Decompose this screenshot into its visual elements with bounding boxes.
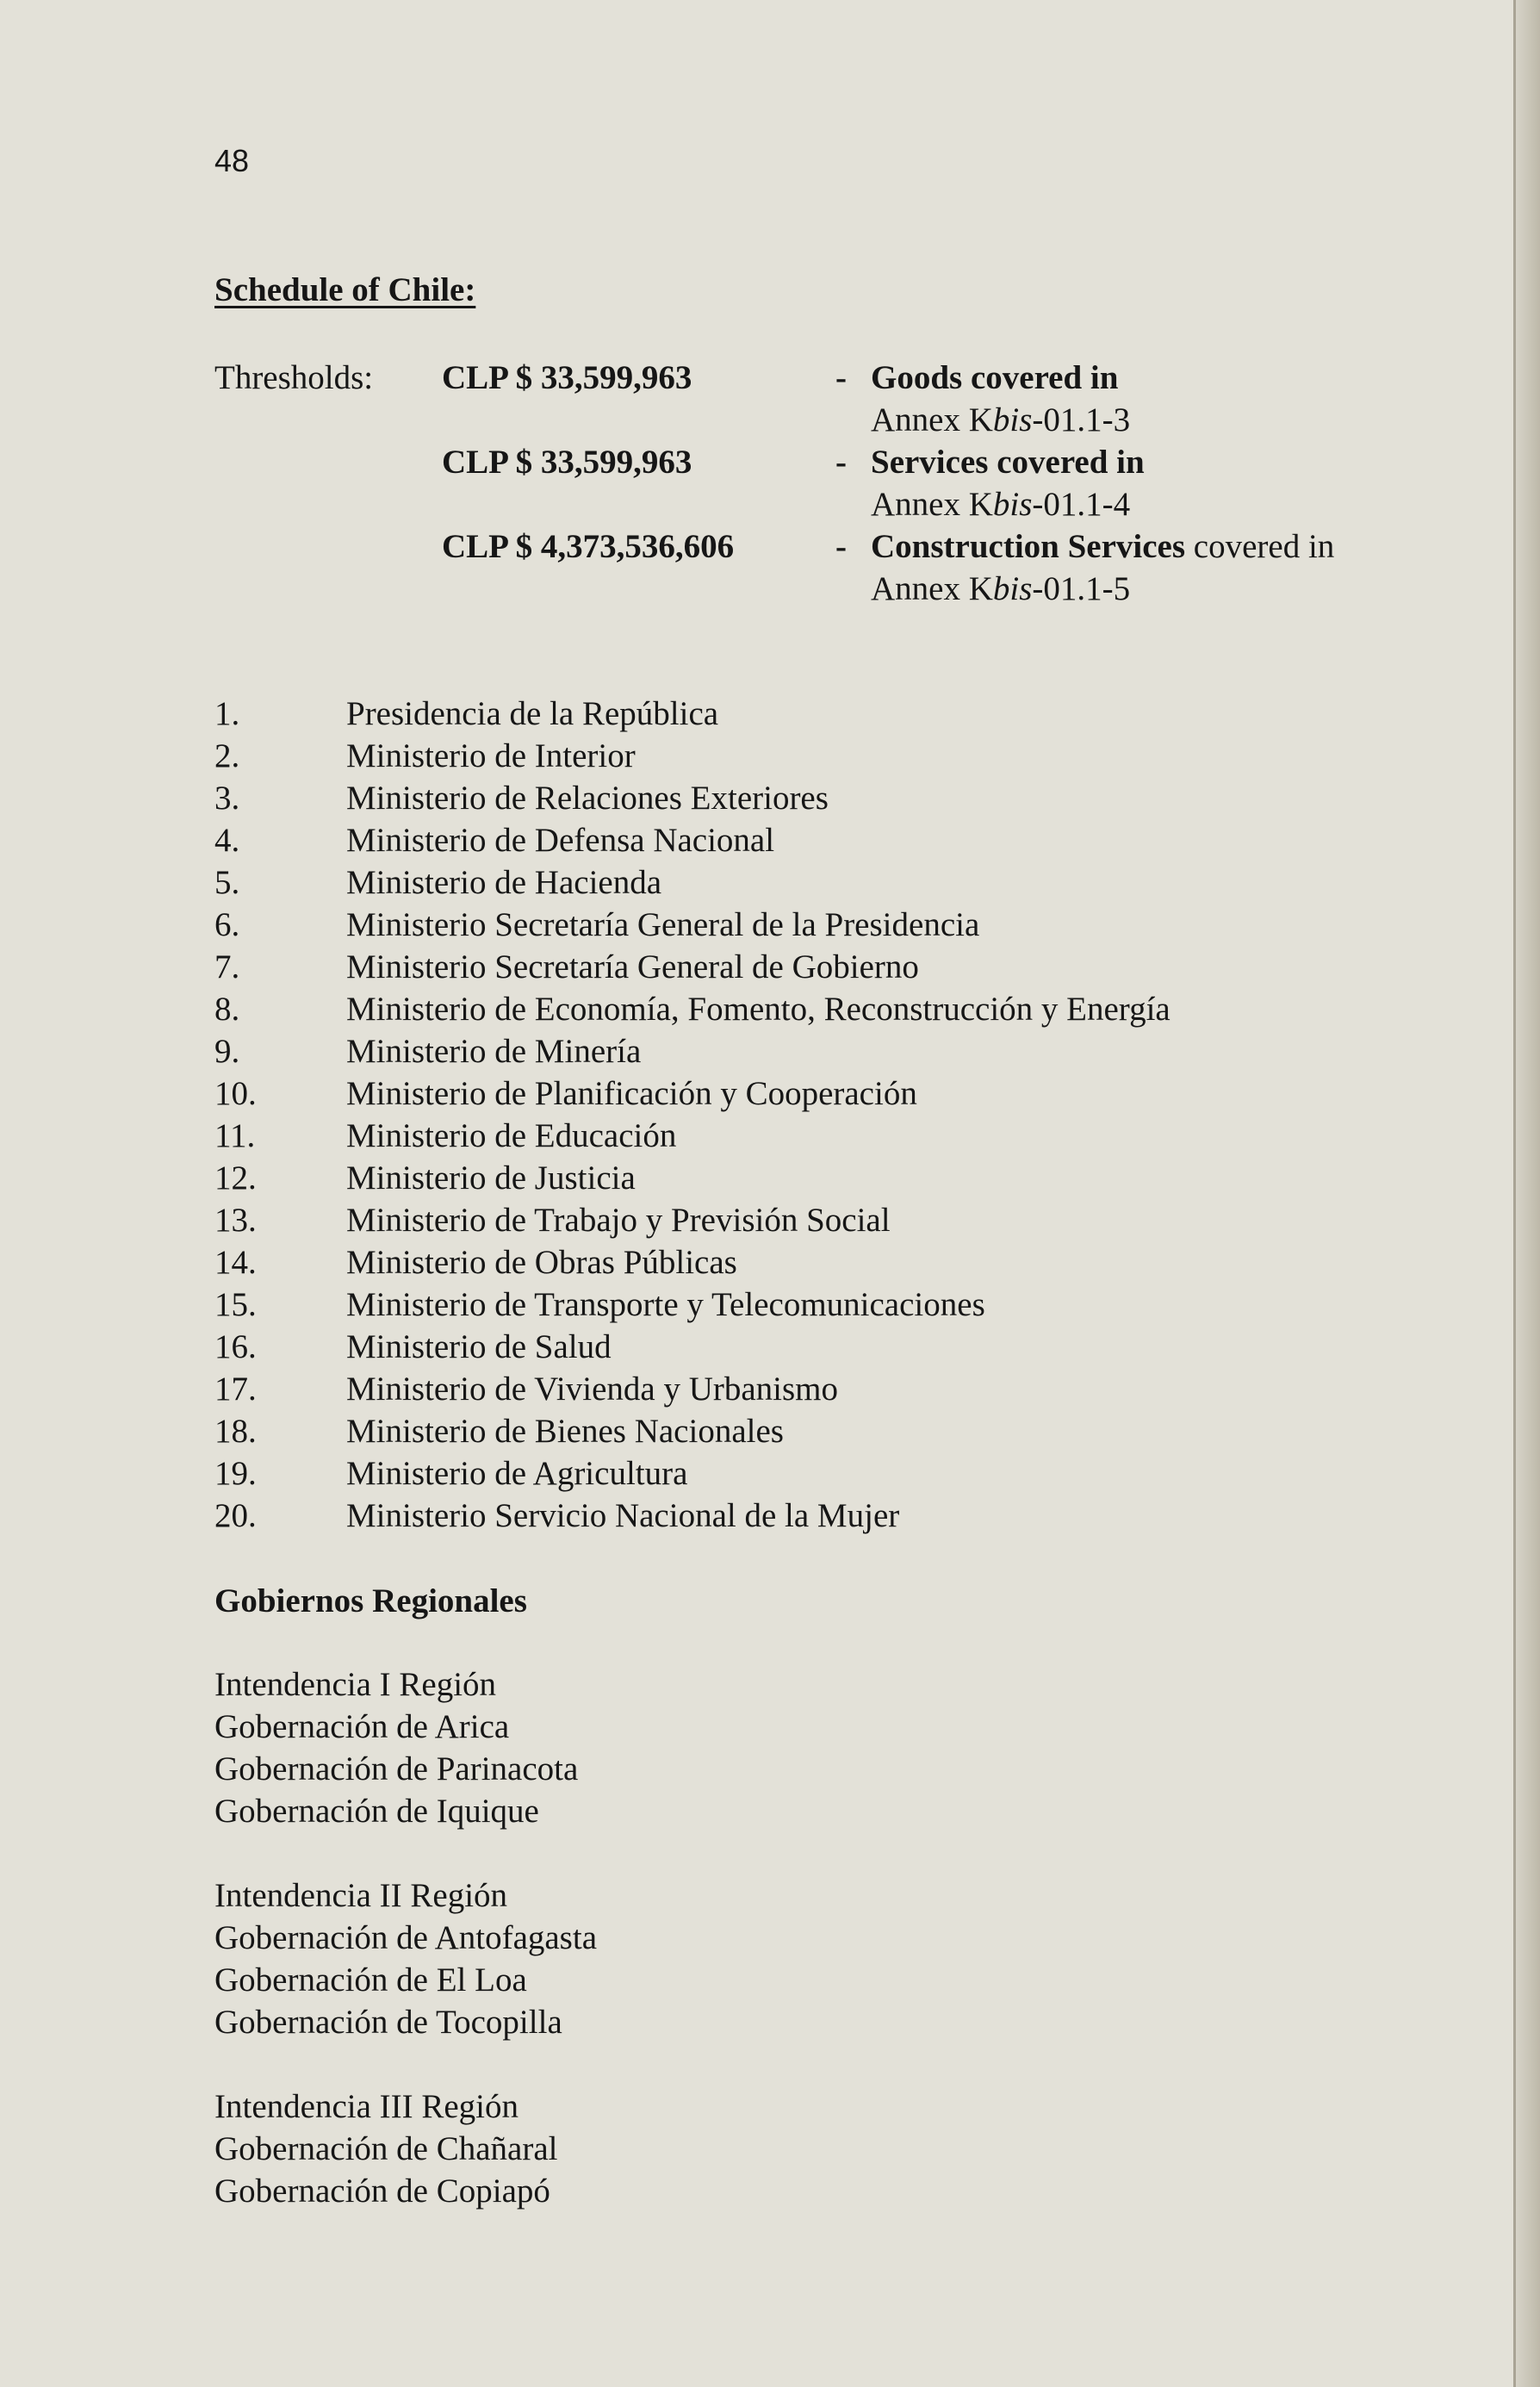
item-name: Ministerio de Economía, Fomento, Reconstrucción y Energía — [346, 991, 1171, 1028]
region-line: Intendencia II Región — [214, 1877, 508, 1914]
item-number: 11. — [214, 1117, 256, 1154]
item-number: 17. — [214, 1371, 257, 1408]
item-number: 10. — [214, 1075, 257, 1112]
item-name: Ministerio de Salud — [346, 1328, 612, 1365]
region-group — [214, 1874, 597, 2043]
threshold-annex: Annex Kbis-01.1-4 — [871, 486, 1131, 523]
item-name: Ministerio de Relaciones Exteriores — [346, 780, 829, 817]
item-number: 14. — [214, 1244, 257, 1281]
section-heading-regional: Gobiernos Regionales — [214, 1582, 527, 1619]
region-line: Gobernación de Parinacota — [214, 1750, 579, 1787]
item-name: Ministerio de Bienes Nacionales — [346, 1413, 784, 1450]
item-name: Ministerio de Vivienda y Urbanismo — [346, 1371, 839, 1408]
item-name: Ministerio de Hacienda — [346, 864, 662, 901]
threshold-description: Goods covered in — [871, 359, 1119, 396]
item-number: 19. — [214, 1455, 257, 1492]
item-number: 3. — [214, 780, 240, 817]
region-line: Gobernación de Chañaral — [214, 2130, 558, 2167]
region-line: Gobernación de El Loa — [214, 1961, 527, 1998]
schedule-title: Schedule of Chile: — [214, 271, 476, 308]
item-name: Ministerio de Defensa Nacional — [346, 822, 775, 859]
threshold-annex: Annex Kbis-01.1-5 — [871, 570, 1131, 607]
item-number: 18. — [214, 1413, 257, 1450]
item-number: 8. — [214, 991, 240, 1028]
threshold-dash: - — [835, 359, 847, 396]
threshold-description: Services covered in — [871, 444, 1145, 481]
region-line: Intendencia III Región — [214, 2088, 519, 2125]
item-name: Ministerio de Obras Públicas — [346, 1244, 737, 1281]
item-name: Ministerio de Interior — [346, 737, 636, 774]
item-name: Ministerio de Educación — [346, 1117, 677, 1154]
threshold-description-rest: covered in — [1185, 528, 1335, 565]
item-number: 20. — [214, 1497, 257, 1534]
region-line: Gobernación de Antofagasta — [214, 1919, 598, 1956]
region-line: Gobernación de Iquique — [214, 1793, 539, 1830]
region-line: Gobernación de Arica — [214, 1708, 510, 1745]
thresholds-label: Thresholds: — [214, 359, 374, 396]
region-line: Gobernación de Copiapó — [214, 2173, 550, 2210]
threshold-description: Construction Services — [871, 528, 1186, 565]
item-name: Presidencia de la República — [346, 695, 719, 732]
threshold-dash: - — [835, 528, 847, 565]
item-name: Ministerio de Planificación y Cooperación — [346, 1075, 917, 1112]
region-line: Intendencia I Región — [214, 1666, 497, 1703]
threshold-description-line — [871, 525, 1334, 568]
threshold-amount: CLP $ 4,373,536,606 — [442, 528, 735, 565]
threshold-amount: CLP $ 33,599,963 — [442, 444, 692, 481]
item-number: 7. — [214, 948, 240, 985]
item-number: 6. — [214, 906, 240, 943]
page-edge-shadow — [1516, 0, 1540, 2387]
item-name: Ministerio de Trabajo y Previsión Social — [346, 1202, 891, 1239]
item-name: Ministerio Secretaría General de la Presidencia — [346, 906, 980, 943]
item-name: Ministerio de Justicia — [346, 1159, 636, 1197]
item-number: 9. — [214, 1033, 240, 1070]
item-name: Ministerio Servicio Nacional de la Mujer — [346, 1497, 900, 1534]
item-name: Ministerio Secretaría General de Gobierno — [346, 948, 919, 985]
item-number: 5. — [214, 864, 240, 901]
region-group — [214, 1663, 578, 1832]
item-name: Ministerio de Minería — [346, 1033, 642, 1070]
region-line: Gobernación de Tocopilla — [214, 2004, 562, 2041]
item-number: 15. — [214, 1286, 257, 1323]
region-group — [214, 2086, 558, 2212]
threshold-amount: CLP $ 33,599,963 — [442, 359, 692, 396]
item-number: 4. — [214, 822, 240, 859]
item-number: 2. — [214, 737, 240, 774]
page-number: 48 — [214, 143, 250, 178]
item-number: 1. — [214, 695, 240, 732]
item-number: 12. — [214, 1159, 257, 1197]
item-number: 13. — [214, 1202, 257, 1239]
threshold-annex: Annex Kbis-01.1-3 — [871, 401, 1131, 438]
item-name: Ministerio de Transporte y Telecomunicaciones — [346, 1286, 985, 1323]
item-number: 16. — [214, 1328, 257, 1365]
item-name: Ministerio de Agricultura — [346, 1455, 688, 1492]
threshold-dash: - — [835, 444, 847, 481]
